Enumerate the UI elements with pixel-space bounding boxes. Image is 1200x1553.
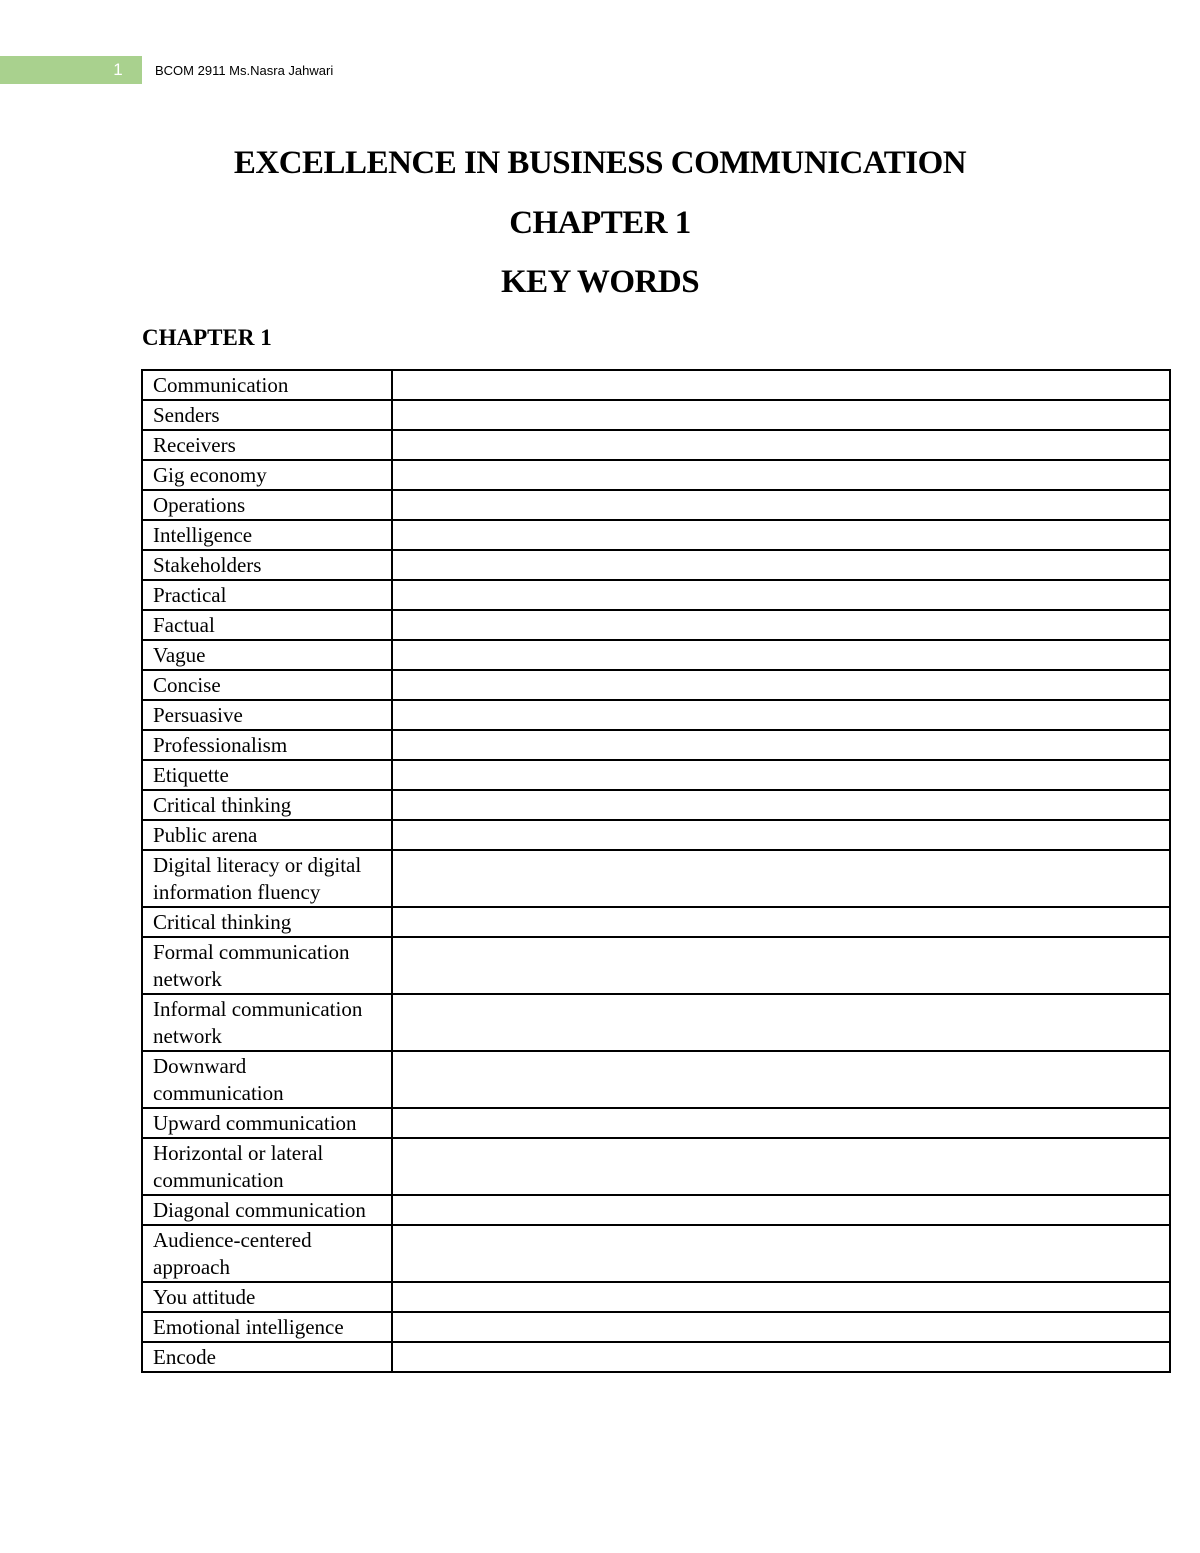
keyword-term: Stakeholders xyxy=(142,550,392,580)
page-number: 1 xyxy=(113,60,123,79)
table-row xyxy=(142,1225,1170,1282)
keyword-definition-cell[interactable] xyxy=(392,490,1170,520)
table-row xyxy=(142,430,1170,460)
keyword-definition-cell[interactable] xyxy=(392,1138,1170,1195)
keyword-term: Persuasive xyxy=(142,700,392,730)
keyword-term: Critical thinking xyxy=(142,790,392,820)
keyword-term: Intelligence xyxy=(142,520,392,550)
table-row xyxy=(142,610,1170,640)
keyword-term: Concise xyxy=(142,670,392,700)
keyword-definition-cell[interactable] xyxy=(392,400,1170,430)
keyword-definition-cell[interactable] xyxy=(392,907,1170,937)
keyword-definition-cell[interactable] xyxy=(392,460,1170,490)
document-title: EXCELLENCE IN BUSINESS COMMUNICATION xyxy=(233,145,967,181)
keyword-definition-cell[interactable] xyxy=(392,850,1170,907)
table-row xyxy=(142,1195,1170,1225)
keyword-definition-cell[interactable] xyxy=(392,520,1170,550)
keyword-definition-cell[interactable] xyxy=(392,1195,1170,1225)
keyword-definition-cell[interactable] xyxy=(392,370,1170,400)
table-row xyxy=(142,1282,1170,1312)
keyword-term: Operations xyxy=(142,490,392,520)
keyword-definition-cell[interactable] xyxy=(392,550,1170,580)
keyword-definition-cell[interactable] xyxy=(392,1312,1170,1342)
keyword-definition-cell[interactable] xyxy=(392,640,1170,670)
table-row xyxy=(142,400,1170,430)
table-row xyxy=(142,790,1170,820)
keyword-definition-cell[interactable] xyxy=(392,1108,1170,1138)
chapter-title: CHAPTER 1 xyxy=(509,205,691,241)
keyword-definition-cell[interactable] xyxy=(392,610,1170,640)
keyword-definition-cell[interactable] xyxy=(392,1051,1170,1108)
keywords-table xyxy=(141,369,1171,1373)
keyword-term: Gig economy xyxy=(142,460,392,490)
keyword-definition-cell[interactable] xyxy=(392,430,1170,460)
table-row xyxy=(142,370,1170,400)
keyword-term: Professionalism xyxy=(142,730,392,760)
table-row xyxy=(142,460,1170,490)
keyword-term: Audience-centered approach xyxy=(142,1225,392,1282)
keyword-term: Vague xyxy=(142,640,392,670)
table-row xyxy=(142,1312,1170,1342)
section-heading: CHAPTER 1 xyxy=(142,325,272,350)
keyword-definition-cell[interactable] xyxy=(392,730,1170,760)
table-row xyxy=(142,760,1170,790)
keyword-term: Factual xyxy=(142,610,392,640)
table-row xyxy=(142,820,1170,850)
keyword-term: Upward communication xyxy=(142,1108,392,1138)
keyword-term: You attitude xyxy=(142,1282,392,1312)
keyword-term: Critical thinking xyxy=(142,907,392,937)
table-row xyxy=(142,937,1170,994)
keyword-term: Receivers xyxy=(142,430,392,460)
keyword-term: Horizontal or lateral communication xyxy=(142,1138,392,1195)
table-row xyxy=(142,550,1170,580)
table-row xyxy=(142,1051,1170,1108)
keyword-definition-cell[interactable] xyxy=(392,760,1170,790)
keyword-definition-cell[interactable] xyxy=(392,580,1170,610)
table-row xyxy=(142,700,1170,730)
keyword-definition-cell[interactable] xyxy=(392,670,1170,700)
keyword-definition-cell[interactable] xyxy=(392,1282,1170,1312)
keyword-term: Public arena xyxy=(142,820,392,850)
table-row xyxy=(142,1138,1170,1195)
keyword-definition-cell[interactable] xyxy=(392,1225,1170,1282)
keyword-definition-cell[interactable] xyxy=(392,700,1170,730)
table-row xyxy=(142,670,1170,700)
table-row xyxy=(142,520,1170,550)
table-row xyxy=(142,490,1170,520)
running-header: BCOM 2911 Ms.Nasra Jahwari xyxy=(155,63,334,78)
table-row xyxy=(142,994,1170,1051)
key-words-title: KEY WORDS xyxy=(500,264,700,300)
keyword-definition-cell[interactable] xyxy=(392,937,1170,994)
keyword-definition-cell[interactable] xyxy=(392,1342,1170,1372)
keyword-definition-cell[interactable] xyxy=(392,820,1170,850)
keyword-term: Etiquette xyxy=(142,760,392,790)
table-row xyxy=(142,1342,1170,1372)
keyword-term: Practical xyxy=(142,580,392,610)
keyword-term: Informal communication network xyxy=(142,994,392,1051)
table-row xyxy=(142,580,1170,610)
keyword-term: Downward communication xyxy=(142,1051,392,1108)
keyword-term: Diagonal communication xyxy=(142,1195,392,1225)
keyword-definition-cell[interactable] xyxy=(392,790,1170,820)
table-row xyxy=(142,1108,1170,1138)
keyword-term: Digital literacy or digital information fluency xyxy=(142,850,392,907)
table-row xyxy=(142,730,1170,760)
keyword-term: Emotional intelligence xyxy=(142,1312,392,1342)
table-row xyxy=(142,850,1170,907)
keyword-term: Communication xyxy=(142,370,392,400)
table-row xyxy=(142,640,1170,670)
keyword-definition-cell[interactable] xyxy=(392,994,1170,1051)
keyword-term: Encode xyxy=(142,1342,392,1372)
keyword-term: Senders xyxy=(142,400,392,430)
table-row xyxy=(142,907,1170,937)
keyword-term: Formal communication network xyxy=(142,937,392,994)
